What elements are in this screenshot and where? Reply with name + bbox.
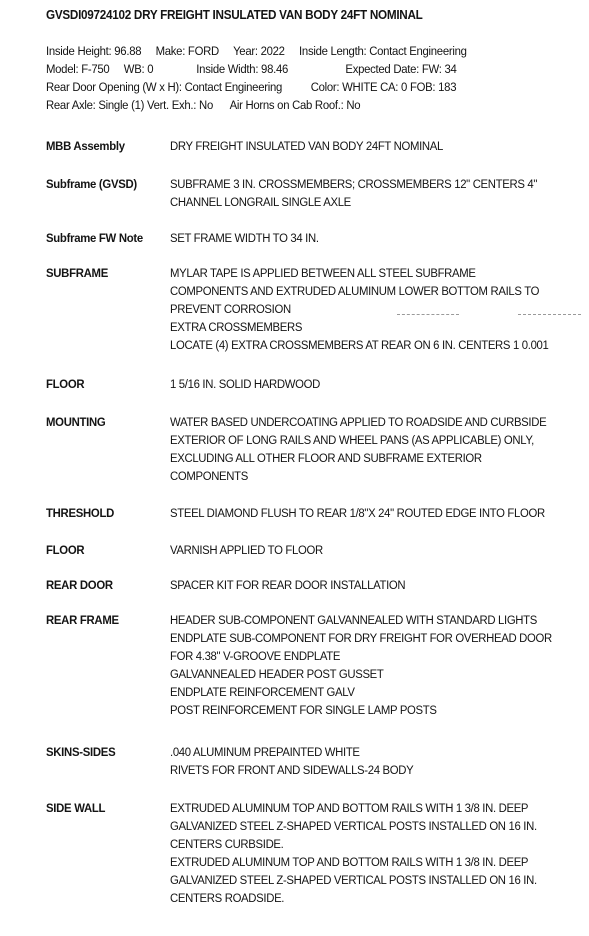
section-line: VARNISH APPLIED TO FLOOR	[170, 543, 323, 557]
section-line: SUBFRAME 3 IN. CROSSMEMBERS; CROSSMEMBERS 12" CENTERS 4"	[170, 177, 538, 191]
section-label-side-wall: SIDE WALL	[46, 801, 106, 815]
section-line: GALVANNEALED HEADER POST GUSSET	[170, 667, 384, 681]
section-line: LOCATE (4) EXTRA CROSSMEMBERS AT REAR ON 6 IN. CENTERS 1 0.001	[170, 338, 549, 352]
section-label-floor-varnish: FLOOR	[46, 543, 85, 557]
section-line: RIVETS FOR FRONT AND SIDEWALLS-24 BODY	[170, 763, 414, 777]
section-line: WATER BASED UNDERCOATING APPLIED TO ROADSIDE AND CURBSIDE	[170, 415, 547, 429]
section-label-mbb-assembly: MBB Assembly	[46, 139, 125, 153]
section-line: CENTERS CURBSIDE.	[170, 837, 284, 851]
section-body-subframe-fw-note	[170, 229, 561, 247]
spec-line-3: Rear Door Opening (W x H): Contact Engineering Color: WHITE CA: 0 FOB: 183	[46, 80, 457, 94]
section-line: GALVANIZED STEEL Z-SHAPED VERTICAL POSTS INSTALLED ON 16 IN.	[170, 873, 537, 887]
section-body-mounting	[170, 413, 561, 485]
scan-artifact-dash	[397, 314, 459, 316]
section-line: COMPONENTS	[170, 469, 248, 483]
section-body-rear-door	[170, 576, 561, 594]
spec-line-4: Rear Axle: Single (1) Vert. Exh.: No Air Horns on Cab Roof.: No	[46, 98, 361, 112]
spec-line-2: Model: F-750 WB: 0 Inside Width: 98.46 Expected Date: FW: 34	[46, 62, 457, 76]
section-line: .040 ALUMINUM PREPAINTED WHITE	[170, 745, 360, 759]
section-label-floor: FLOOR	[46, 377, 85, 391]
section-body-floor-varnish	[170, 541, 561, 559]
section-line: EXCLUDING ALL OTHER FLOOR AND SUBFRAME EXTERIOR	[170, 451, 482, 465]
section-body-rear-frame	[170, 611, 561, 719]
section-line: ENDPLATE SUB-COMPONENT FOR DRY FREIGHT FOR OVERHEAD DOOR	[170, 631, 552, 645]
section-label-mounting: MOUNTING	[46, 415, 106, 429]
section-line: FOR 4.38" V-GROOVE ENDPLATE	[170, 649, 341, 663]
section-line: DRY FREIGHT INSULATED VAN BODY 24FT NOMINAL	[170, 139, 443, 153]
section-label-rear-frame: REAR FRAME	[46, 613, 119, 627]
section-line: SPACER KIT FOR REAR DOOR INSTALLATION	[170, 578, 406, 592]
section-label-rear-door: REAR DOOR	[46, 578, 113, 592]
section-line: GALVANIZED STEEL Z-SHAPED VERTICAL POSTS INSTALLED ON 16 IN.	[170, 819, 537, 833]
section-line: EXTRUDED ALUMINUM TOP AND BOTTOM RAILS WITH 1 3/8 IN. DEEP	[170, 855, 529, 869]
section-line: STEEL DIAMOND FLUSH TO REAR 1/8"X 24" ROUTED EDGE INTO FLOOR	[170, 506, 545, 520]
section-body-side-wall	[170, 799, 561, 907]
section-body-mbb-assembly	[170, 137, 561, 155]
section-label-subframe: SUBFRAME	[46, 266, 109, 280]
section-line: 1 5/16 IN. SOLID HARDWOOD	[170, 377, 320, 391]
section-line: HEADER SUB-COMPONENT GALVANNEALED WITH STANDARD LIGHTS	[170, 613, 538, 627]
section-line: CHANNEL LONGRAIL SINGLE AXLE	[170, 195, 351, 209]
section-line: MYLAR TAPE IS APPLIED BETWEEN ALL STEEL SUBFRAME	[170, 266, 476, 280]
spec-line-1: Inside Height: 96.88 Make: FORD Year: 2022 Inside Length: Contact Engineering	[46, 44, 467, 58]
scan-artifact-dash	[518, 314, 581, 316]
section-label-subframe-gvsd: Subframe (GVSD)	[46, 177, 137, 191]
section-body-floor	[170, 375, 561, 393]
section-line: EXTRUDED ALUMINUM TOP AND BOTTOM RAILS WITH 1 3/8 IN. DEEP	[170, 801, 529, 815]
section-label-skins-sides: SKINS-SIDES	[46, 745, 116, 759]
section-line: POST REINFORCEMENT FOR SINGLE LAMP POSTS	[170, 703, 437, 717]
section-line: SET FRAME WIDTH TO 34 IN.	[170, 231, 319, 245]
section-line: COMPONENTS AND EXTRUDED ALUMINUM LOWER BOTTOM RAILS TO	[170, 284, 540, 298]
section-line: EXTRA CROSSMEMBERS	[170, 320, 303, 334]
section-label-subframe-fw-note: Subframe FW Note	[46, 231, 143, 245]
section-body-threshold	[170, 504, 561, 522]
document-title: GVSDI09724102 DRY FREIGHT INSULATED VAN BODY 24FT NOMINAL	[46, 8, 423, 22]
section-line: ENDPLATE REINFORCEMENT GALV	[170, 685, 355, 699]
section-body-skins-sides	[170, 743, 561, 779]
section-line: CENTERS ROADSIDE.	[170, 891, 285, 905]
section-label-threshold: THRESHOLD	[46, 506, 115, 520]
section-line: PREVENT CORROSION	[170, 302, 291, 316]
section-line: EXTERIOR OF LONG RAILS AND WHEEL PANS (AS APPLICABLE) ONLY,	[170, 433, 534, 447]
section-body-subframe-gvsd	[170, 175, 561, 211]
section-body-subframe	[170, 264, 561, 354]
